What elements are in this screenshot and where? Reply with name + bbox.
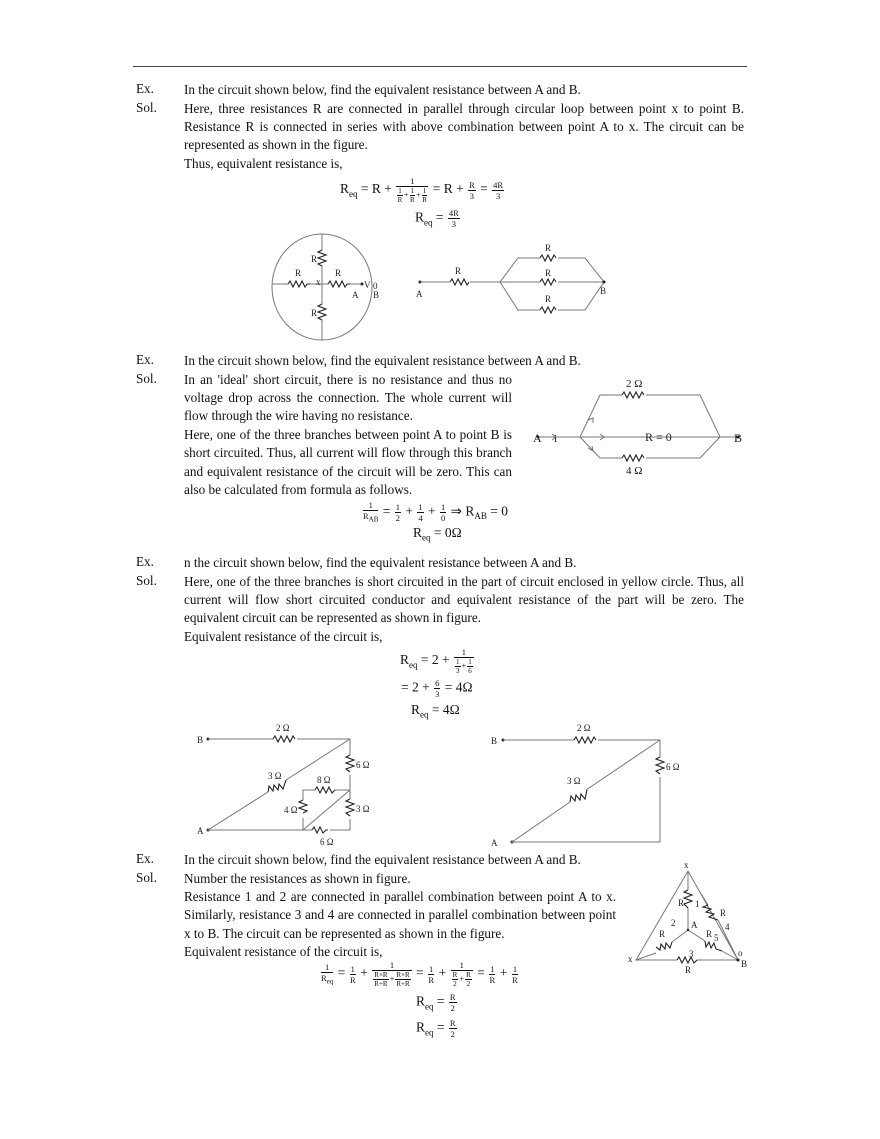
svg-text:2: 2	[671, 918, 676, 928]
equation-3a: $R_{eq} = 2$ + 1 $\frac{1}{3}$ + $\frac{1}{6}$	[400, 647, 472, 675]
svg-text:R: R	[678, 898, 685, 908]
svg-text:R: R	[545, 294, 552, 304]
svg-text:5: 5	[714, 933, 719, 943]
svg-text:6 Ω: 6 Ω	[666, 762, 680, 772]
svg-text:R: R	[545, 268, 552, 278]
equation-1b: $R_{eq}$ = $\frac{4R}{3}$	[415, 208, 459, 229]
svg-text:B: B	[373, 290, 380, 300]
svg-text:B: B	[197, 735, 204, 745]
equation-4c: $R_{eq}$ = $\frac{R}{2}$	[416, 1018, 456, 1039]
solution-paragraph: In an 'ideal' short circuit, there is no resistance and thus no voltage drop across the connection. The whole current will flow through the wire having no resistance.	[184, 371, 512, 424]
svg-text:0: 0	[373, 281, 378, 291]
solution-paragraph: Here, one of the three branches between point A to point B is short circuited. Thus, all current will flow through this branch and equivalent resistance of the circuit will be zero. This can also be calculated from formula as follows.	[184, 426, 512, 497]
equation-4b: $R_{eq}$ = $\frac{R}{2}$	[416, 992, 456, 1013]
svg-text:A: A	[416, 289, 423, 299]
equation-3b: = 2 + $\frac{6}{3}$ = 4Ω	[401, 678, 473, 699]
ex-label: Ex.	[136, 851, 154, 866]
equation-4a: $\frac{1}{R_{eq}}$ = $\frac{1}{R}$ + 1 $\frac{R\times R}{R+R}$ + $\frac{R\times R}{R+R}$ = $\frac{1}{R}$ + 1 $\frac{R}{2}$ + $\frac{R}{2}$ = $\frac{1}{R}$ + $\frac{1}{R}$	[321, 960, 518, 988]
svg-text:R: R	[706, 929, 713, 939]
svg-text:4: 4	[725, 922, 730, 932]
equation-2b: $R_{eq} = 0\Omega$	[413, 525, 462, 543]
svg-text:4 Ω: 4 Ω	[626, 465, 643, 477]
svg-text:R: R	[295, 268, 302, 278]
solution-paragraph: Thus, equivalent resistance is,	[184, 155, 343, 171]
svg-text:o: o	[738, 948, 743, 958]
ex-label: Ex.	[136, 81, 154, 96]
svg-text:R: R	[545, 243, 552, 253]
solution-paragraph: Here, one of the three branches is short circuited in the part of circuit enclosed in yellow circle. Thus, all current will flow short circuited conductor and equivalent resistance of the part will be zero. The equivalent circuit can be represented as shown in figure.	[184, 573, 744, 626]
solution-paragraph: Equivalent resistance of the circuit is,	[184, 944, 383, 960]
svg-text:3 Ω: 3 Ω	[268, 771, 282, 781]
svg-text:R = 0: R = 0	[645, 430, 672, 444]
svg-text:x: x	[316, 277, 321, 287]
svg-text:V: V	[364, 280, 371, 290]
svg-text:3: 3	[689, 949, 694, 959]
svg-text:R: R	[659, 929, 666, 939]
solution-paragraph: Equivalent resistance of the circuit is,	[184, 628, 383, 644]
svg-text:8 Ω: 8 Ω	[317, 775, 331, 785]
svg-text:3 Ω: 3 Ω	[567, 776, 581, 786]
equation-1a: $R_{eq} = R$ + 1 $\frac{1}{R}$ + $\frac{1}{R}$ + $\frac{1}{R}$ = R + $\frac{R}{3}$ = $\frac{4R}{3}$	[340, 176, 504, 204]
svg-text:2 Ω: 2 Ω	[577, 723, 591, 733]
svg-text:R: R	[311, 308, 318, 318]
question-1: In the circuit shown below, find the equivalent resistance between A and B.	[184, 82, 581, 97]
question-4: In the circuit shown below, find the equivalent resistance between A and B.	[184, 852, 581, 867]
svg-text:B: B	[491, 736, 498, 746]
solution-paragraph: Here, three resistances R are connected in parallel through circular loop between point x to point B. Resistance R is connected in series with above combination between point A to x. The circuit can be represented as shown in the figure.	[184, 100, 744, 153]
svg-text:x: x	[628, 954, 633, 964]
svg-text:6 Ω: 6 Ω	[356, 760, 370, 770]
svg-text:A: A	[533, 431, 542, 445]
svg-text:R: R	[335, 268, 342, 278]
sol-label: Sol.	[136, 99, 157, 115]
question-3: n the circuit shown below, find the equivalent resistance between A and B.	[184, 555, 577, 570]
svg-text:A: A	[691, 920, 698, 930]
svg-text:1: 1	[695, 899, 700, 909]
solution-paragraph: Number the resistances as shown in figure.	[184, 870, 411, 886]
question-2: In the circuit shown below, find the equivalent resistance between A and B.	[184, 353, 581, 368]
svg-text:A: A	[197, 826, 204, 836]
svg-text:B: B	[734, 431, 743, 445]
svg-text:B: B	[600, 286, 607, 296]
svg-text:3 Ω: 3 Ω	[356, 804, 370, 814]
equation-3c: $R_{eq} = 4\Omega$	[411, 702, 460, 720]
ex-label: Ex.	[136, 554, 154, 569]
svg-text:R: R	[455, 266, 462, 276]
sol-label: Sol.	[136, 869, 157, 885]
svg-text:B: B	[741, 959, 748, 969]
svg-text:4 Ω: 4 Ω	[284, 805, 298, 815]
sol-label: Sol.	[136, 370, 157, 386]
equation-2a: $\frac{1}{R_{AB}}$ = $\frac{1}{2}$ + $\frac{1}{4}$ + $\frac{1}{0}$ ⇒ $R_{AB} = 0$	[363, 500, 508, 524]
svg-text:i: i	[554, 433, 558, 445]
svg-text:A: A	[352, 290, 359, 300]
ex-label: Ex.	[136, 352, 154, 367]
svg-text:2 Ω: 2 Ω	[626, 378, 643, 390]
svg-text:x: x	[684, 860, 689, 870]
svg-text:R: R	[685, 965, 692, 975]
svg-text:R: R	[720, 908, 727, 918]
svg-text:R: R	[311, 254, 318, 264]
solution-paragraph: Resistance 1 and 2 are connected in parallel combination between point A to x. Similarly, resistance 3 and 4 are connected in parallel combination between point x to B. The circuit can be represented as shown in the figure.	[184, 888, 616, 941]
svg-text:2 Ω: 2 Ω	[276, 723, 290, 733]
svg-text:6 Ω: 6 Ω	[320, 837, 334, 847]
svg-text:A: A	[491, 838, 498, 848]
sol-label: Sol.	[136, 572, 157, 588]
